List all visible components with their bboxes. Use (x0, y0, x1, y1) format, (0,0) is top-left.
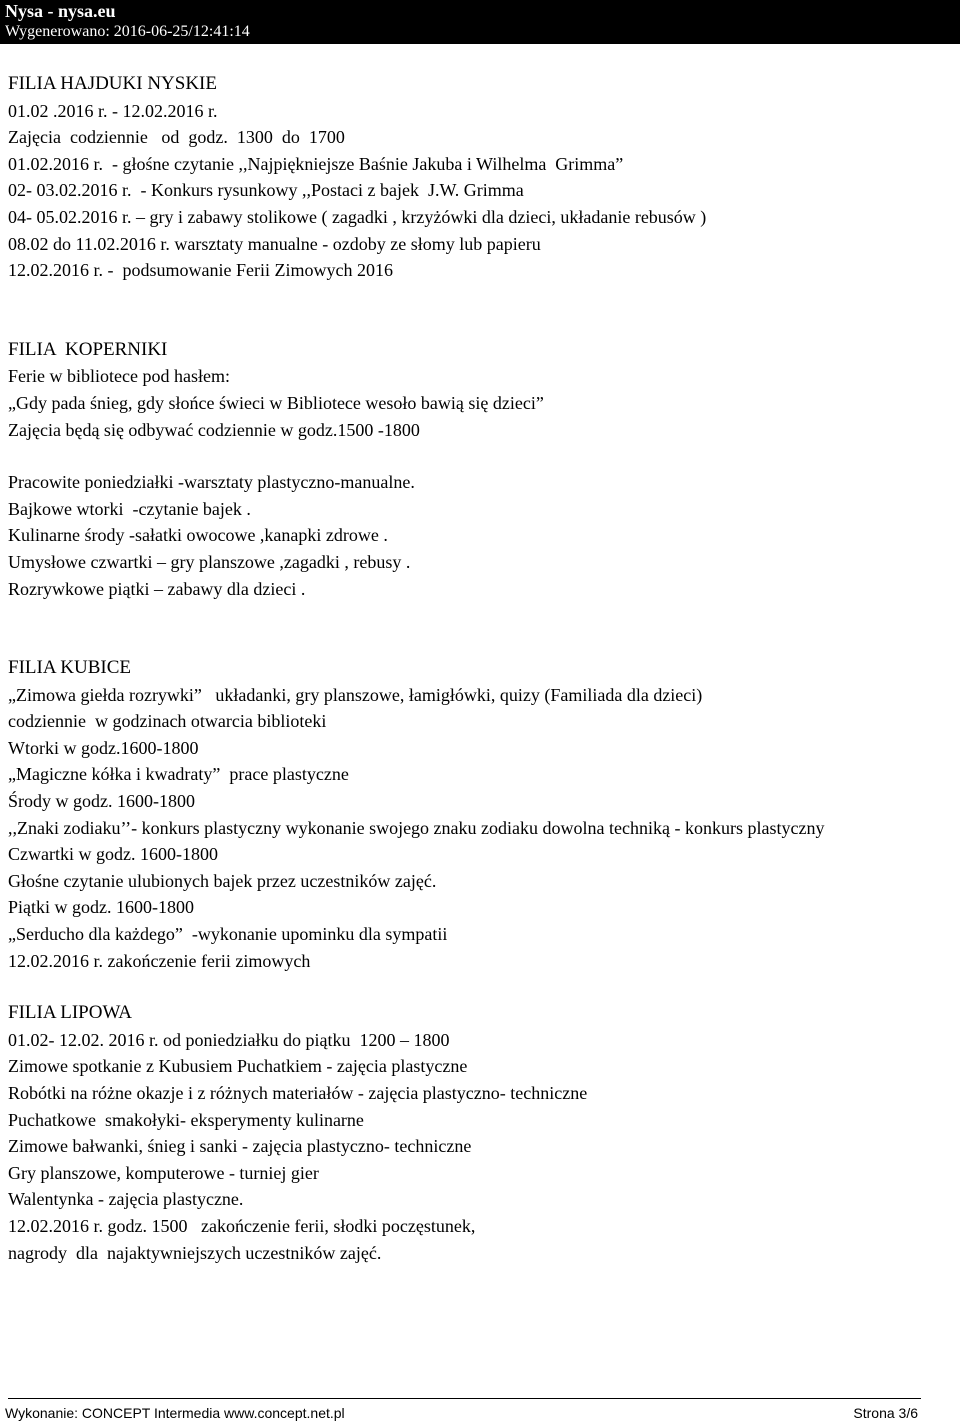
text-line: Ferie w bibliotece pod hasłem: (8, 366, 230, 387)
text-line: Rozrywkowe piątki – zabawy dla dzieci . (8, 578, 306, 599)
section-spacer (8, 974, 953, 1000)
text-line: „Magiczne kółka i kwadraty” prace plastyczne (8, 764, 349, 785)
section-title: FILIA KOPERNIKI (8, 338, 168, 360)
text-line: Zajęcia będą się odbywać codziennie w godz.1500 -1800 (8, 419, 420, 440)
paragraph-spacer (8, 443, 953, 469)
text-line: Zajęcia codziennie od godz. 1300 do 1700 (8, 127, 345, 148)
text-line: 01.02- 12.02. 2016 r. od poniedziałku do piątku 1200 – 1800 (8, 1029, 450, 1050)
text-line: nagrody dla najaktywniejszych uczestników zajęć. (8, 1242, 382, 1263)
document-body (8, 71, 953, 1266)
text-line: Zimowe spotkanie z Kubusiem Puchatkiem - zajęcia plastyczne (8, 1056, 468, 1077)
text-line: Gry planszowe, komputerowe - turniej gier (8, 1162, 319, 1183)
text-line: 04- 05.02.2016 r. – gry i zabawy stolikowe ( zagadki , krzyżówki dla dzieci, układanie rebusów ) (8, 206, 707, 227)
text-line: 12.02.2016 r. godz. 1500 zakończenie ferii, słodki poczęstunek, (8, 1215, 476, 1236)
text-line: „Zimowa giełda rozrywki” układanki, gry planszowe, łamigłówki, quizy (Familiada dla dzieci) (8, 684, 703, 705)
section-kubice (8, 655, 953, 974)
text-line: codziennie w godzinach otwarcia biblioteki (8, 711, 327, 732)
section-kopernik (8, 337, 953, 602)
section-title: FILIA LIPOWA (8, 1002, 133, 1024)
section-spacer (8, 602, 953, 655)
text-line: Pracowite poniedziałki -warsztaty plastyczno-manualne. (8, 472, 415, 493)
section-title: FILIA KUBICE (8, 657, 131, 679)
section-hajduki (8, 71, 953, 284)
text-line: 08.02 do 11.02.2016 r. warsztaty manualne - ozdoby ze słomy lub papieru (8, 233, 541, 254)
text-line: Robótki na różne okazje i z różnych materiałów - zajęcia plastyczno- techniczne (8, 1083, 588, 1103)
text-line: Umysłowe czwartki – gry planszowe ,zagadki , rebusy . (8, 551, 411, 572)
text-line: „Serducho dla każdego” -wykonanie upominku dla sympatii (8, 924, 448, 945)
text-line: Środy w godz. 1600-1800 (8, 791, 195, 812)
page-header (0, 0, 960, 44)
section-lipowa (8, 1000, 953, 1266)
text-line: Czwartki w godz. 1600-1800 (8, 844, 218, 865)
generated-timestamp: Wygenerowano: 2016-06-25/12:41:14 (5, 23, 250, 40)
text-line: 01.02 .2016 r. - 12.02.2016 r. (8, 100, 218, 121)
text-line: Wtorki w godz.1600-1800 (8, 737, 199, 758)
site-title: Nysa - nysa.eu (5, 1, 116, 21)
text-paragraph: ,,Znaki zodiaku’’- konkurs plastyczny wykonanie swojego znaku zodiaku dowolna techniką - konkurs plastyczny (8, 817, 825, 838)
text-line: „Gdy pada śnieg, gdy słońce świeci w Bibliotece wesoło bawią się dzieci” (8, 392, 544, 413)
section-spacer (8, 284, 953, 337)
text-line: Puchatkowe smakołyki- eksperymenty kulinarne (8, 1109, 364, 1130)
text-line: 01.02.2016 r. - głośne czytanie ,,Najpiękniejsze Baśnie Jakuba i Wilhelma Grimma” (8, 153, 624, 174)
text-line: Bajkowe wtorki -czytanie bajek . (8, 498, 251, 519)
text-line: 02- 03.02.2016 r. - Konkurs rysunkowy ,,Postaci z bajek J.W. Grimma (8, 180, 524, 201)
text-line: Kulinarne środy -sałatki owocowe ,kanapki zdrowe . (8, 525, 388, 546)
text-line: 12.02.2016 r. zakończenie ferii zimowych (8, 950, 311, 971)
text-line: Walentynka - zajęcia plastyczne. (8, 1189, 244, 1210)
text-line: 12.02.2016 r. - podsumowanie Ferii Zimowych 2016 (8, 260, 393, 281)
text-line: Głośne czytanie ulubionych bajek przez uczestników zajęć. (8, 870, 437, 891)
text-line: Piątki w godz. 1600-1800 (8, 897, 194, 918)
footer-credit: Wykonanie: CONCEPT Intermedia www.concept.net.pl (5, 1405, 345, 1421)
footer-divider (8, 1398, 921, 1399)
text-line: Zimowe bałwanki, śnieg i sanki - zajęcia plastyczno- techniczne (8, 1136, 472, 1157)
page-number: Strona 3/6 (853, 1405, 918, 1421)
section-title: FILIA HAJDUKI NYSKIE (8, 73, 217, 94)
